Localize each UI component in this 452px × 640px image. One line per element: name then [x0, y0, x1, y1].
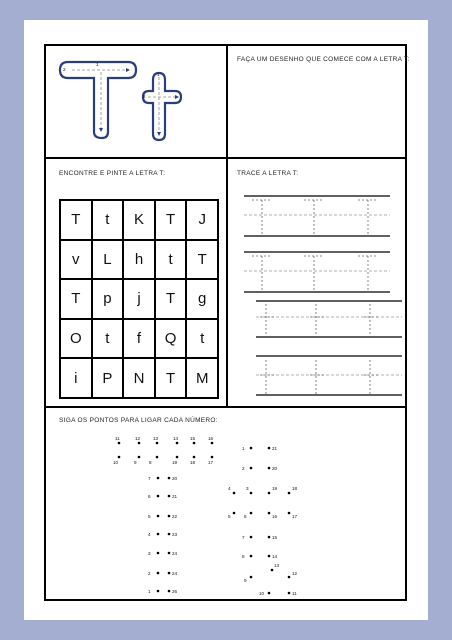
- grid-cell[interactable]: t: [92, 319, 124, 359]
- grid-cell[interactable]: M: [186, 358, 218, 398]
- svg-text:1: 1: [157, 72, 160, 77]
- svg-text:22: 22: [172, 514, 178, 519]
- svg-text:5: 5: [228, 514, 231, 519]
- svg-text:19: 19: [172, 460, 178, 465]
- grid-cell[interactable]: T: [155, 200, 187, 240]
- svg-text:4: 4: [148, 532, 151, 537]
- grid-cell[interactable]: T: [155, 358, 187, 398]
- svg-text:16: 16: [208, 436, 214, 441]
- svg-text:1: 1: [96, 62, 99, 67]
- svg-text:24: 24: [172, 551, 178, 556]
- grid-cell[interactable]: v: [60, 240, 92, 280]
- svg-text:24: 24: [172, 571, 178, 576]
- grid-cell[interactable]: t: [186, 319, 218, 359]
- dots-caption: SIGA OS PONTOS PARA LIGAR CADA NÚMERO:: [59, 417, 218, 424]
- grid-cell[interactable]: J: [186, 200, 218, 240]
- svg-text:21: 21: [172, 494, 178, 499]
- svg-text:11: 11: [115, 436, 120, 441]
- svg-text:14: 14: [272, 554, 278, 559]
- worksheet-page: [24, 20, 428, 620]
- svg-text:2: 2: [143, 94, 146, 99]
- grid-cell[interactable]: i: [60, 358, 92, 398]
- grid-cell[interactable]: t: [155, 240, 187, 280]
- svg-text:23: 23: [172, 532, 178, 537]
- svg-text:18: 18: [292, 486, 298, 491]
- grid-cell[interactable]: f: [123, 319, 155, 359]
- svg-text:26: 26: [172, 589, 178, 594]
- dot-to-dot-area[interactable]: [46, 426, 405, 601]
- tracing-area[interactable]: [228, 186, 404, 404]
- svg-text:1: 1: [148, 589, 151, 594]
- find-caption: ENCONTRE E PINTE A LETRA T:: [59, 170, 166, 177]
- svg-text:13: 13: [274, 563, 280, 568]
- grid-cell[interactable]: N: [123, 358, 155, 398]
- svg-text:13: 13: [153, 436, 159, 441]
- svg-text:3: 3: [148, 551, 151, 556]
- svg-text:18: 18: [190, 460, 196, 465]
- grid-cell[interactable]: T: [60, 200, 92, 240]
- svg-text:20: 20: [172, 476, 178, 481]
- svg-text:15: 15: [190, 436, 196, 441]
- svg-text:9: 9: [244, 578, 247, 583]
- svg-text:1: 1: [242, 446, 245, 451]
- svg-text:4: 4: [228, 486, 231, 491]
- svg-text:10: 10: [259, 591, 265, 596]
- svg-text:14: 14: [173, 436, 179, 441]
- grid-cell[interactable]: g: [186, 279, 218, 319]
- trace-caption: TRACE A LETRA T:: [237, 170, 299, 177]
- svg-text:17: 17: [292, 514, 298, 519]
- svg-text:3: 3: [246, 486, 249, 491]
- svg-text:20: 20: [272, 466, 278, 471]
- svg-text:5: 5: [148, 514, 151, 519]
- grid-cell[interactable]: L: [92, 240, 124, 280]
- svg-text:6: 6: [148, 494, 151, 499]
- svg-text:11: 11: [292, 591, 297, 596]
- svg-text:7: 7: [148, 476, 151, 481]
- letter-t-outline-icon: [46, 46, 226, 157]
- svg-text:15: 15: [272, 535, 278, 540]
- grid-cell[interactable]: h: [123, 240, 155, 280]
- svg-text:7: 7: [242, 535, 245, 540]
- svg-text:19: 19: [272, 486, 278, 491]
- svg-text:12: 12: [135, 436, 141, 441]
- svg-text:16: 16: [272, 514, 278, 519]
- svg-text:2: 2: [148, 571, 151, 576]
- grid-cell[interactable]: O: [60, 319, 92, 359]
- svg-text:9: 9: [134, 460, 137, 465]
- svg-text:21: 21: [272, 446, 278, 451]
- grid-cell[interactable]: K: [123, 200, 155, 240]
- letter-grid: [59, 199, 219, 399]
- grid-cell[interactable]: Q: [155, 319, 187, 359]
- worksheet-frame: [44, 44, 410, 601]
- grid-cell[interactable]: t: [92, 200, 124, 240]
- letter-display: [46, 46, 226, 157]
- svg-text:17: 17: [208, 460, 214, 465]
- svg-text:2: 2: [63, 67, 66, 72]
- svg-text:2: 2: [242, 466, 245, 471]
- svg-text:12: 12: [292, 571, 298, 576]
- grid-cell[interactable]: j: [123, 279, 155, 319]
- draw-caption: FAÇA UM DESENHO QUE COMECE COM A LETRA T:: [237, 56, 410, 63]
- grid-cell[interactable]: T: [60, 279, 92, 319]
- grid-cell[interactable]: p: [92, 279, 124, 319]
- grid-cell[interactable]: T: [155, 279, 187, 319]
- svg-text:8: 8: [149, 460, 152, 465]
- svg-text:8: 8: [242, 554, 245, 559]
- grid-cell[interactable]: P: [92, 358, 124, 398]
- svg-text:10: 10: [113, 460, 119, 465]
- svg-text:6: 6: [244, 514, 247, 519]
- grid-cell[interactable]: T: [186, 240, 218, 280]
